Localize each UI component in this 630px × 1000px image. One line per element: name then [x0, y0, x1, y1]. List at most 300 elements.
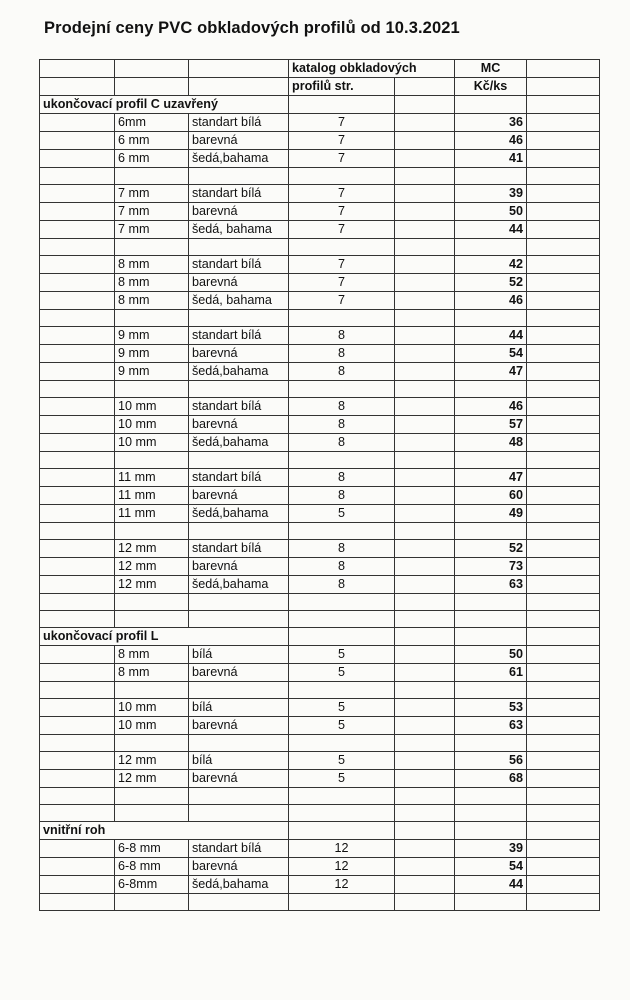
size-cell: 10 mm: [115, 717, 189, 735]
catalog-page-cell: 7: [289, 132, 395, 150]
cell: [395, 487, 455, 505]
cell: [40, 611, 115, 628]
cell: [527, 416, 600, 434]
cell: [395, 203, 455, 221]
cell: [40, 487, 115, 505]
blank-row: [40, 381, 600, 398]
cell: [395, 381, 455, 398]
cell: [527, 858, 600, 876]
color-cell: standart bílá: [189, 256, 289, 274]
catalog-page-cell: 8: [289, 345, 395, 363]
blank-row: [40, 168, 600, 185]
cell: [527, 292, 600, 310]
cell: [395, 469, 455, 487]
size-cell: 6 mm: [115, 132, 189, 150]
size-cell: 6-8 mm: [115, 840, 189, 858]
table-row: [40, 858, 600, 876]
cell: [115, 611, 189, 628]
cell: [527, 523, 600, 540]
cell: [40, 221, 115, 239]
table-row: [40, 398, 600, 416]
price-cell: 44: [455, 221, 527, 239]
table-row: [40, 150, 600, 168]
cell: [115, 78, 189, 96]
cell: [455, 735, 527, 752]
cell: [189, 682, 289, 699]
table-row: [40, 876, 600, 894]
cell: [395, 416, 455, 434]
table-row: [40, 469, 600, 487]
cell: [395, 185, 455, 203]
cell: [40, 168, 115, 185]
cell: [455, 239, 527, 256]
cell: [189, 788, 289, 805]
cell: [527, 221, 600, 239]
table-row: [40, 717, 600, 735]
cell: [395, 150, 455, 168]
price-cell: 54: [455, 345, 527, 363]
cell: [527, 682, 600, 699]
cell: [527, 505, 600, 523]
cell: [527, 469, 600, 487]
cell: [395, 274, 455, 292]
cell: [527, 345, 600, 363]
cell: [527, 185, 600, 203]
cell: [527, 558, 600, 576]
price-cell: 68: [455, 770, 527, 788]
cell: [527, 840, 600, 858]
cell: [189, 168, 289, 185]
cell: [289, 168, 395, 185]
price-cell: 50: [455, 646, 527, 664]
catalog-page-cell: 8: [289, 327, 395, 345]
cell: [527, 576, 600, 594]
cell: [527, 487, 600, 505]
cell: [115, 805, 189, 822]
table-row: [40, 327, 600, 345]
size-cell: 12 mm: [115, 576, 189, 594]
size-cell: 11 mm: [115, 487, 189, 505]
cell: [395, 434, 455, 452]
table-row: [40, 840, 600, 858]
cell: [189, 78, 289, 96]
price-cell: 60: [455, 487, 527, 505]
cell: [527, 78, 600, 96]
cell: [527, 646, 600, 664]
cell: [40, 805, 115, 822]
cell: [40, 505, 115, 523]
cell: [40, 594, 115, 611]
cell: [115, 381, 189, 398]
cell: [289, 628, 395, 646]
cell: [395, 770, 455, 788]
price-cell: 48: [455, 434, 527, 452]
size-cell: 10 mm: [115, 416, 189, 434]
cell: [455, 310, 527, 327]
header-row-2: [40, 78, 600, 96]
cell: [527, 132, 600, 150]
color-cell: šedá, bahama: [189, 292, 289, 310]
size-cell: 9 mm: [115, 363, 189, 381]
cell: [395, 168, 455, 185]
blank-row: [40, 523, 600, 540]
cell: [395, 594, 455, 611]
cell: [395, 788, 455, 805]
cell: [40, 558, 115, 576]
cell: [40, 540, 115, 558]
cell: [189, 60, 289, 78]
blank-row: [40, 452, 600, 469]
catalog-page-cell: 8: [289, 434, 395, 452]
cell: [527, 822, 600, 840]
cell: [40, 114, 115, 132]
size-cell: 12 mm: [115, 558, 189, 576]
cell: [455, 788, 527, 805]
color-cell: barevná: [189, 345, 289, 363]
cell: [40, 132, 115, 150]
color-cell: barevná: [189, 487, 289, 505]
catalog-page-cell: 5: [289, 752, 395, 770]
size-cell: 11 mm: [115, 469, 189, 487]
color-cell: šedá,bahama: [189, 363, 289, 381]
cell: [115, 735, 189, 752]
cell: [40, 664, 115, 682]
table-row: [40, 363, 600, 381]
cell: [395, 540, 455, 558]
cell: [40, 452, 115, 469]
cell: [189, 805, 289, 822]
cell: [289, 381, 395, 398]
price-cell: 44: [455, 327, 527, 345]
size-cell: 7 mm: [115, 203, 189, 221]
color-cell: barevná: [189, 132, 289, 150]
color-cell: barevná: [189, 274, 289, 292]
cell: [40, 274, 115, 292]
size-cell: 11 mm: [115, 505, 189, 523]
price-cell: 63: [455, 717, 527, 735]
size-cell: 6mm: [115, 114, 189, 132]
cell: [40, 752, 115, 770]
cell: [395, 78, 455, 96]
cell: [289, 682, 395, 699]
cell: [40, 416, 115, 434]
cell: [527, 168, 600, 185]
cell: [455, 381, 527, 398]
cell: [395, 717, 455, 735]
cell: [189, 310, 289, 327]
cell: [40, 434, 115, 452]
cell: [40, 894, 115, 911]
cell: [40, 310, 115, 327]
table-row: [40, 558, 600, 576]
cell: [115, 239, 189, 256]
header-catalog-line2: profilů str.: [289, 78, 395, 96]
catalog-page-cell: 12: [289, 840, 395, 858]
cell: [40, 523, 115, 540]
cell: [455, 611, 527, 628]
cell: [455, 452, 527, 469]
catalog-page-cell: 8: [289, 540, 395, 558]
table-row: [40, 114, 600, 132]
table-row: [40, 434, 600, 452]
cell: [395, 646, 455, 664]
size-cell: 6-8 mm: [115, 858, 189, 876]
header-row-1: [40, 60, 600, 78]
color-cell: šedá,bahama: [189, 505, 289, 523]
price-cell: 39: [455, 840, 527, 858]
cell: [395, 96, 455, 114]
price-cell: 46: [455, 398, 527, 416]
cell: [40, 646, 115, 664]
cell: [40, 292, 115, 310]
cell: [40, 78, 115, 96]
cell: [40, 469, 115, 487]
blank-row: [40, 310, 600, 327]
cell: [395, 221, 455, 239]
size-cell: 6-8mm: [115, 876, 189, 894]
cell: [395, 752, 455, 770]
size-cell: 7 mm: [115, 221, 189, 239]
size-cell: 8 mm: [115, 256, 189, 274]
catalog-page-cell: 8: [289, 469, 395, 487]
size-cell: 12 mm: [115, 770, 189, 788]
cell: [395, 523, 455, 540]
catalog-page-cell: 7: [289, 221, 395, 239]
size-cell: 10 mm: [115, 398, 189, 416]
blank-row: [40, 788, 600, 805]
table-row: [40, 752, 600, 770]
table-row: [40, 221, 600, 239]
cell: [289, 894, 395, 911]
blank-row: [40, 894, 600, 911]
table-row: [40, 540, 600, 558]
cell: [527, 327, 600, 345]
catalog-page-cell: 7: [289, 256, 395, 274]
cell: [455, 805, 527, 822]
cell: [527, 594, 600, 611]
price-cell: 57: [455, 416, 527, 434]
cell: [289, 805, 395, 822]
catalog-page-cell: 8: [289, 558, 395, 576]
catalog-page-cell: 5: [289, 699, 395, 717]
table-row: [40, 203, 600, 221]
size-cell: 9 mm: [115, 345, 189, 363]
cell: [527, 381, 600, 398]
color-cell: šedá,bahama: [189, 150, 289, 168]
price-cell: 50: [455, 203, 527, 221]
cell: [455, 523, 527, 540]
catalog-page-cell: 7: [289, 114, 395, 132]
cell: [395, 239, 455, 256]
blank-row: [40, 611, 600, 628]
color-cell: barevná: [189, 717, 289, 735]
price-cell: 52: [455, 540, 527, 558]
header-price-line1: MC: [455, 60, 527, 78]
color-cell: barevná: [189, 416, 289, 434]
cell: [40, 398, 115, 416]
catalog-page-cell: 8: [289, 416, 395, 434]
cell: [189, 523, 289, 540]
cell: [455, 682, 527, 699]
cell: [40, 576, 115, 594]
catalog-page-cell: 7: [289, 185, 395, 203]
blank-row: [40, 805, 600, 822]
cell: [527, 239, 600, 256]
color-cell: standart bílá: [189, 398, 289, 416]
cell: [455, 822, 527, 840]
blank-row: [40, 682, 600, 699]
cell: [395, 840, 455, 858]
cell: [40, 770, 115, 788]
size-cell: 10 mm: [115, 434, 189, 452]
size-cell: 12 mm: [115, 540, 189, 558]
section-title: ukončovací profil C uzavřený: [40, 96, 289, 114]
cell: [395, 822, 455, 840]
cell: [189, 611, 289, 628]
table-row: [40, 487, 600, 505]
cell: [455, 96, 527, 114]
cell: [527, 788, 600, 805]
catalog-page-cell: 5: [289, 505, 395, 523]
cell: [395, 682, 455, 699]
catalog-page-cell: 5: [289, 664, 395, 682]
price-table: [39, 59, 600, 911]
cell: [395, 858, 455, 876]
size-cell: 8 mm: [115, 664, 189, 682]
cell: [40, 345, 115, 363]
header-catalog-line1: katalog obkladových: [289, 60, 455, 78]
cell: [527, 540, 600, 558]
catalog-page-cell: 7: [289, 274, 395, 292]
table-row: [40, 505, 600, 523]
section-row: [40, 822, 600, 840]
cell: [395, 876, 455, 894]
table-row: [40, 416, 600, 434]
cell: [395, 363, 455, 381]
price-cell: 61: [455, 664, 527, 682]
cell: [40, 840, 115, 858]
cell: [115, 894, 189, 911]
cell: [395, 558, 455, 576]
cell: [395, 256, 455, 274]
color-cell: standart bílá: [189, 185, 289, 203]
cell: [115, 682, 189, 699]
cell: [115, 60, 189, 78]
cell: [527, 717, 600, 735]
cell: [395, 699, 455, 717]
size-cell: 9 mm: [115, 327, 189, 345]
color-cell: barevná: [189, 664, 289, 682]
color-cell: standart bílá: [189, 540, 289, 558]
price-cell: 56: [455, 752, 527, 770]
table-row: [40, 185, 600, 203]
cell: [115, 594, 189, 611]
table-row: [40, 292, 600, 310]
cell: [40, 256, 115, 274]
section-title: ukončovací profil L: [40, 628, 289, 646]
catalog-page-cell: 12: [289, 876, 395, 894]
cell: [40, 185, 115, 203]
cell: [527, 398, 600, 416]
cell: [189, 452, 289, 469]
blank-row: [40, 239, 600, 256]
catalog-page-cell: 7: [289, 292, 395, 310]
blank-row: [40, 735, 600, 752]
cell: [395, 628, 455, 646]
cell: [527, 203, 600, 221]
cell: [395, 505, 455, 523]
price-cell: 36: [455, 114, 527, 132]
color-cell: barevná: [189, 858, 289, 876]
cell: [289, 735, 395, 752]
cell: [40, 363, 115, 381]
table-row: [40, 256, 600, 274]
cell: [395, 735, 455, 752]
cell: [527, 452, 600, 469]
cell: [115, 168, 189, 185]
cell: [395, 398, 455, 416]
catalog-page-cell: 8: [289, 576, 395, 594]
color-cell: šedá,bahama: [189, 434, 289, 452]
cell: [289, 594, 395, 611]
cell: [189, 381, 289, 398]
cell: [527, 876, 600, 894]
color-cell: standart bílá: [189, 469, 289, 487]
table-row: [40, 770, 600, 788]
cell: [527, 274, 600, 292]
price-cell: 52: [455, 274, 527, 292]
cell: [189, 594, 289, 611]
header-price-line2: Kč/ks: [455, 78, 527, 96]
cell: [527, 894, 600, 911]
table-row: [40, 664, 600, 682]
size-cell: 10 mm: [115, 699, 189, 717]
section-row: [40, 96, 600, 114]
cell: [455, 628, 527, 646]
section-row: [40, 628, 600, 646]
price-cell: 49: [455, 505, 527, 523]
cell: [40, 150, 115, 168]
cell: [289, 452, 395, 469]
page-title: Prodejní ceny PVC obkladových profilů od 10.3.2021: [44, 19, 460, 37]
price-cell: 63: [455, 576, 527, 594]
catalog-page-cell: 5: [289, 646, 395, 664]
cell: [40, 239, 115, 256]
cell: [289, 822, 395, 840]
cell: [527, 664, 600, 682]
cell: [289, 310, 395, 327]
price-cell: 41: [455, 150, 527, 168]
price-cell: 39: [455, 185, 527, 203]
catalog-page-cell: 5: [289, 770, 395, 788]
cell: [395, 452, 455, 469]
catalog-page-cell: 7: [289, 203, 395, 221]
cell: [455, 594, 527, 611]
price-cell: 44: [455, 876, 527, 894]
cell: [289, 611, 395, 628]
cell: [395, 576, 455, 594]
color-cell: bílá: [189, 752, 289, 770]
cell: [189, 735, 289, 752]
cell: [395, 805, 455, 822]
catalog-page-cell: 8: [289, 487, 395, 505]
cell: [40, 735, 115, 752]
table-row: [40, 132, 600, 150]
cell: [527, 363, 600, 381]
catalog-page-cell: 12: [289, 858, 395, 876]
cell: [40, 717, 115, 735]
table-row: [40, 274, 600, 292]
